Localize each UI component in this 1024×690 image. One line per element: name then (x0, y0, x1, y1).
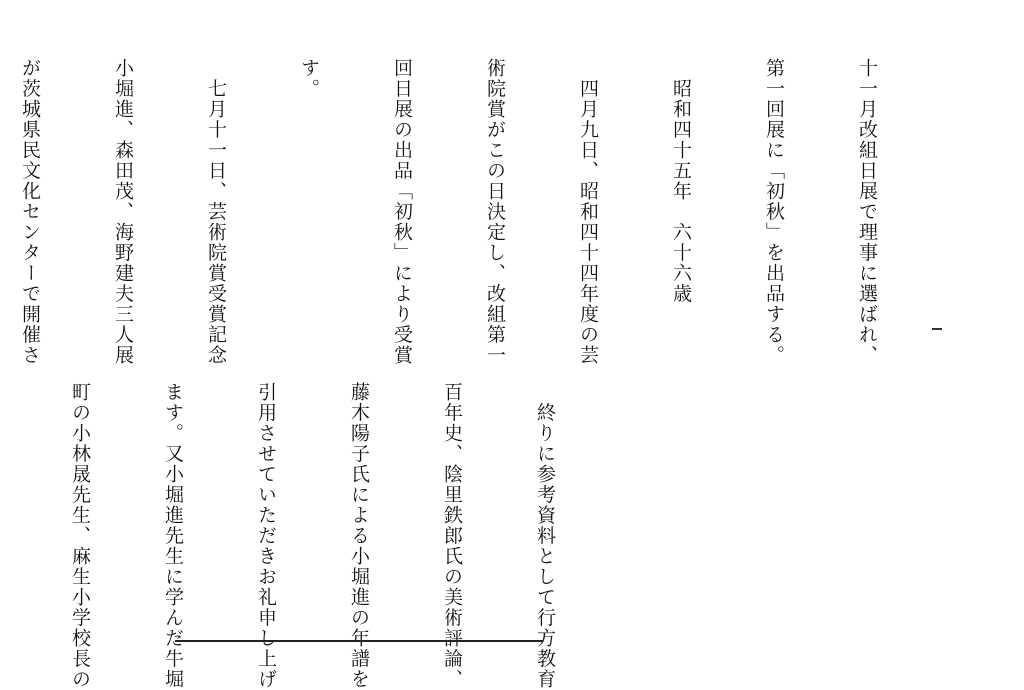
text-column: 引用させていただきお礼申し上げ (255, 382, 277, 690)
bottom-rule-line (175, 640, 543, 642)
text-column: 十一月改組日展で理事に選ばれ、 (856, 58, 878, 366)
acknowledgement-text-block (0, 382, 622, 690)
text-column: 第一回展に「初秋」を出品する。 (763, 58, 785, 366)
text-column: 町の小林晟先生、麻生小学校長の (69, 382, 91, 690)
text-column: ます。又小堀進先生に学んだ牛堀 (162, 382, 184, 690)
text-column: 回日展の出品「初秋」により受賞 (391, 58, 413, 366)
text-column (0, 382, 2, 682)
text-column: 術院賞がこの日決定し、改組第一 (484, 58, 506, 366)
text-column: 小堀進、森田茂、海野建夫三人展 (112, 58, 134, 366)
text-column: が茨城県民文化センターで開催さ (19, 58, 41, 366)
text-column: す。 (298, 58, 320, 99)
margin-mark (932, 328, 942, 330)
text-column: 昭和四十五年 六十六歳 (670, 58, 692, 304)
text-column: 終りに参考資料として行方教育 (534, 382, 556, 690)
text-column: 藤木陽子氏による小堀進の年譜を (348, 382, 370, 690)
text-column: 七月十一日、芸術院賞受賞記念 (205, 58, 227, 366)
text-column: 百年史、陰里鉄郎氏の美術評論、 (441, 382, 463, 690)
text-column: 四月九日、昭和四十四年度の芸 (577, 58, 599, 366)
